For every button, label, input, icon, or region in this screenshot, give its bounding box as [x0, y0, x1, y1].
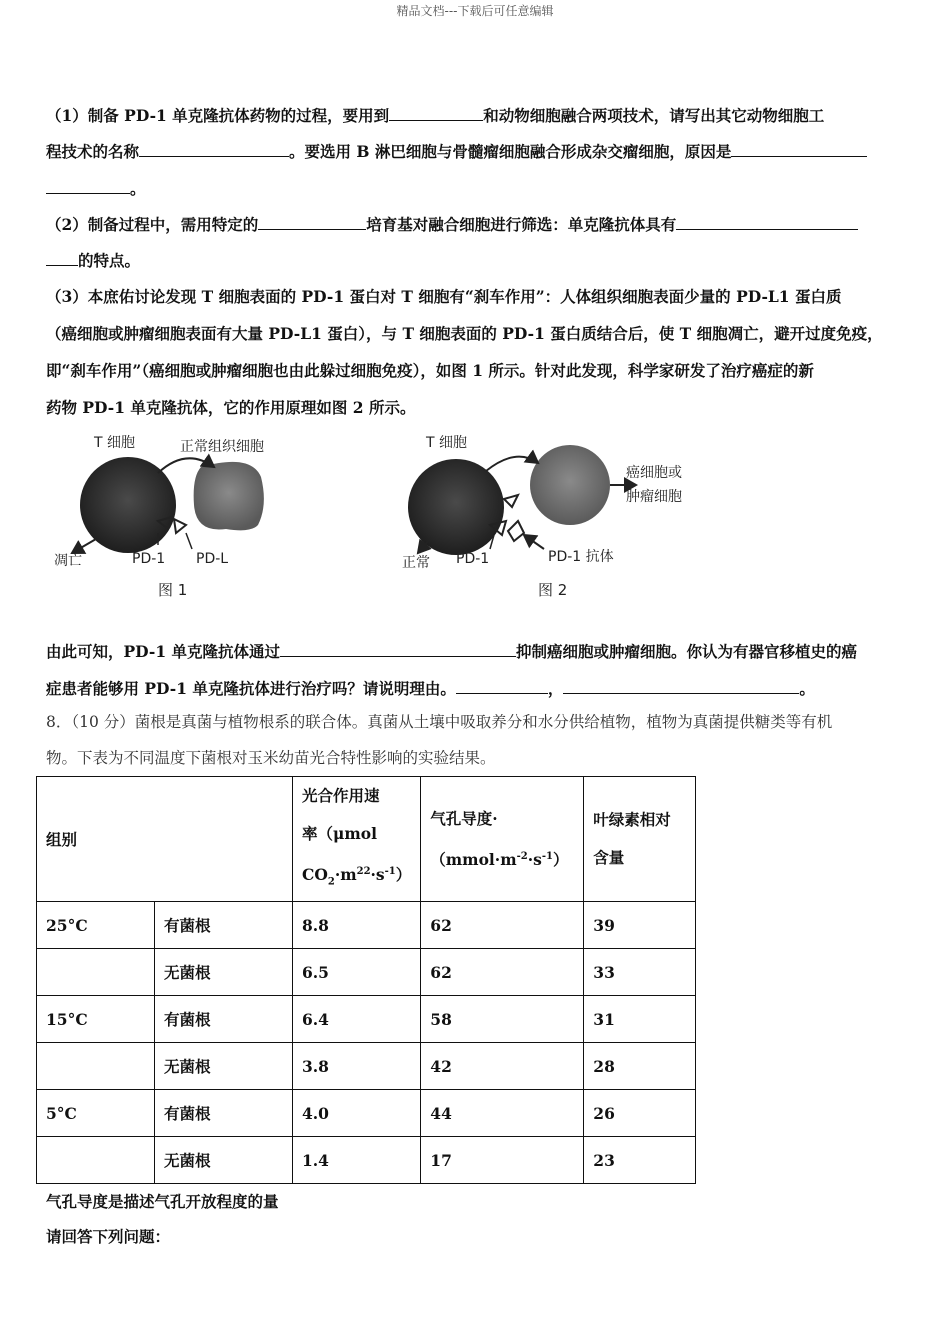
cell-stomatal: 58: [421, 996, 584, 1043]
fig1-pdl-ligand-icon: [174, 519, 186, 533]
q7-p3-line2: （癌细胞或肿瘤细胞表面有大量 PD-L1 蛋白），与 T 细胞表面的 PD-1 蛋白质结合后，使 T 细胞凋亡，避开过度免疫，: [46, 324, 883, 343]
q7-p3-line4: 药物 PD-1 单克隆抗体，它的作用原理如图 2 所示。: [46, 398, 416, 417]
page-header: 精品文档---下载后可任意编辑: [396, 4, 554, 18]
cell-temperature: [37, 1137, 155, 1184]
header-chlorophyll: 叶绿素相对 含量: [584, 777, 696, 902]
cell-temperature: [37, 1043, 155, 1090]
cell-photosynthesis: 1.4: [293, 1137, 421, 1184]
table-row: [37, 996, 696, 1043]
fig1-pdl-label: PD-L: [196, 551, 229, 567]
fig2-cancer-cell: [530, 445, 610, 525]
fig2-antibody-arrow: [524, 535, 544, 549]
q7-p3-line1: （3）本庶佑讨论发现 T 细胞表面的 PD-1 蛋白对 T 细胞有“刹车作用”：人体组织细胞表面少量的 PD-L1 蛋白质: [46, 287, 842, 306]
cell-group: 有菌根: [155, 902, 293, 949]
fig1-t-cell-label: T 细胞: [94, 435, 136, 451]
q7-p1-line2: 程技术的名称 。要选用 B 淋巴细胞与骨髓瘤细胞融合形成杂交瘤细胞，原因是: [46, 140, 867, 162]
cell-chlorophyll: 23: [584, 1137, 696, 1184]
cell-stomatal: 17: [421, 1137, 584, 1184]
answer-blank[interactable]: [280, 642, 516, 657]
fig1-caption: 图 1: [158, 581, 188, 599]
fig2-normal-arrow: [418, 541, 428, 553]
q7-p2-line2: 的特点。: [46, 249, 140, 271]
fig2-cancer-label-2: 肿瘤细胞: [626, 489, 682, 505]
figure-2: [402, 435, 682, 599]
cell-chlorophyll: 28: [584, 1043, 696, 1090]
answer-blank[interactable]: [456, 679, 548, 694]
q8-line1: 8．（10 分）菌根是真菌与植物根系的联合体。真菌从土壤中吸取养分和水分供给植物，植物为真菌提供糖类等有机: [46, 713, 833, 731]
answer-blank[interactable]: [731, 142, 867, 157]
table-row: [37, 902, 696, 949]
cell-photosynthesis: 4.0: [293, 1090, 421, 1137]
table-row: [37, 1137, 696, 1184]
q7-p1-line3: 。: [46, 177, 146, 199]
answer-blank[interactable]: [46, 179, 130, 194]
cell-group: 有菌根: [155, 1090, 293, 1137]
q7-p4-line1: 由此可知，PD-1 单克隆抗体通过 抑制癌细胞或肿瘤细胞。你认为有器官移植史的癌: [46, 642, 858, 661]
q7-p3-line3: 即“刹车作用”（癌细胞或肿瘤细胞也由此躲过细胞免疫），如图 1 所示。针对此发现，科学家研发了治疗癌症的新: [46, 361, 814, 380]
fig1-apoptosis-arrow: [72, 539, 96, 553]
answer-blank[interactable]: [258, 215, 366, 230]
fig1-apoptosis-label: 凋亡: [54, 553, 82, 569]
q7-p4-line2: 症患者能够用 PD-1 单克隆抗体进行治疗吗？请说明理由。 ， 。: [46, 679, 815, 698]
cell-temperature: [37, 949, 155, 996]
figure-1: [54, 435, 264, 599]
table-row: [37, 1090, 696, 1137]
cell-photosynthesis: 8.8: [293, 902, 421, 949]
cell-group: 无菌根: [155, 1043, 293, 1090]
table-header-row: [37, 777, 696, 902]
cell-chlorophyll: 31: [584, 996, 696, 1043]
fig2-cancer-label-1: 癌细胞或: [626, 465, 682, 481]
fig2-antibody-label: PD-1 抗体: [548, 549, 614, 565]
fig1-t-cell: [80, 457, 176, 553]
fig2-caption: 图 2: [538, 581, 568, 599]
answer-blank[interactable]: [139, 142, 289, 157]
cell-chlorophyll: 26: [584, 1090, 696, 1137]
question-prompt: 请回答下列问题：: [46, 1227, 171, 1246]
cell-photosynthesis: 3.8: [293, 1043, 421, 1090]
q7-p2-line1: （2）制备过程中，需用特定的 培育基对融合细胞进行筛选：单克隆抗体具有: [46, 213, 858, 235]
cell-photosynthesis: 6.5: [293, 949, 421, 996]
fig1-normal-tissue-cell: [194, 462, 264, 530]
fig2-antibody-icon: [508, 521, 524, 541]
header-group: 组别: [37, 777, 293, 902]
cell-chlorophyll: 33: [584, 949, 696, 996]
table-note: 气孔导度是描述气孔开放程度的量: [46, 1192, 279, 1211]
fig2-normal-label: 正常: [402, 555, 430, 571]
q8-line2: 物。下表为不同温度下菌根对玉米幼苗光合特性影响的实验结果。: [46, 749, 496, 767]
header-stomatal-conductance: 气孔导度· $(mmol\cdot m^{-2}\cdot s^{-1})$: [421, 777, 584, 902]
fig2-pdl-ligand-icon: [504, 495, 518, 507]
fig1-normal-cell-label: 正常组织细胞: [180, 439, 264, 455]
cell-temperature: 15°C: [37, 996, 155, 1043]
answer-blank[interactable]: [389, 106, 483, 121]
cell-group: 有菌根: [155, 996, 293, 1043]
table-row: [37, 949, 696, 996]
fig2-pd1-label: PD-1: [456, 551, 490, 567]
cell-temperature: 25°C: [37, 902, 155, 949]
q7-p1-line1: （1）制备 PD-1 单克隆抗体药物的过程，要用到 和动物细胞融合两项技术，请写出其它动物细胞工: [46, 106, 825, 125]
fig2-attack-arrow: [486, 457, 538, 471]
cell-group: 无菌根: [155, 1137, 293, 1184]
answer-blank[interactable]: [676, 215, 858, 230]
answer-blank[interactable]: [46, 251, 78, 266]
fig2-t-cell: [408, 459, 504, 555]
table-row: [37, 1043, 696, 1090]
cell-group: 无菌根: [155, 949, 293, 996]
cell-chlorophyll: 39: [584, 902, 696, 949]
mycorrhiza-results-table: [36, 776, 696, 1184]
cell-stomatal: 62: [421, 949, 584, 996]
header-photosynthesis-rate: 光合作用速 率（μmol $CO_2\cdot m^{22}\cdot s^{-1}$）: [293, 777, 421, 902]
fig1-pd1-label: PD-1: [132, 551, 166, 567]
cell-stomatal: 62: [421, 902, 584, 949]
fig1-pdl-pointer: [186, 533, 192, 549]
cell-photosynthesis: 6.4: [293, 996, 421, 1043]
answer-blank[interactable]: [563, 679, 799, 694]
cell-temperature: 5°C: [37, 1090, 155, 1137]
pd1-figures: [46, 425, 746, 605]
cell-stomatal: 42: [421, 1043, 584, 1090]
cell-stomatal: 44: [421, 1090, 584, 1137]
fig2-t-cell-label: T 细胞: [426, 435, 468, 451]
